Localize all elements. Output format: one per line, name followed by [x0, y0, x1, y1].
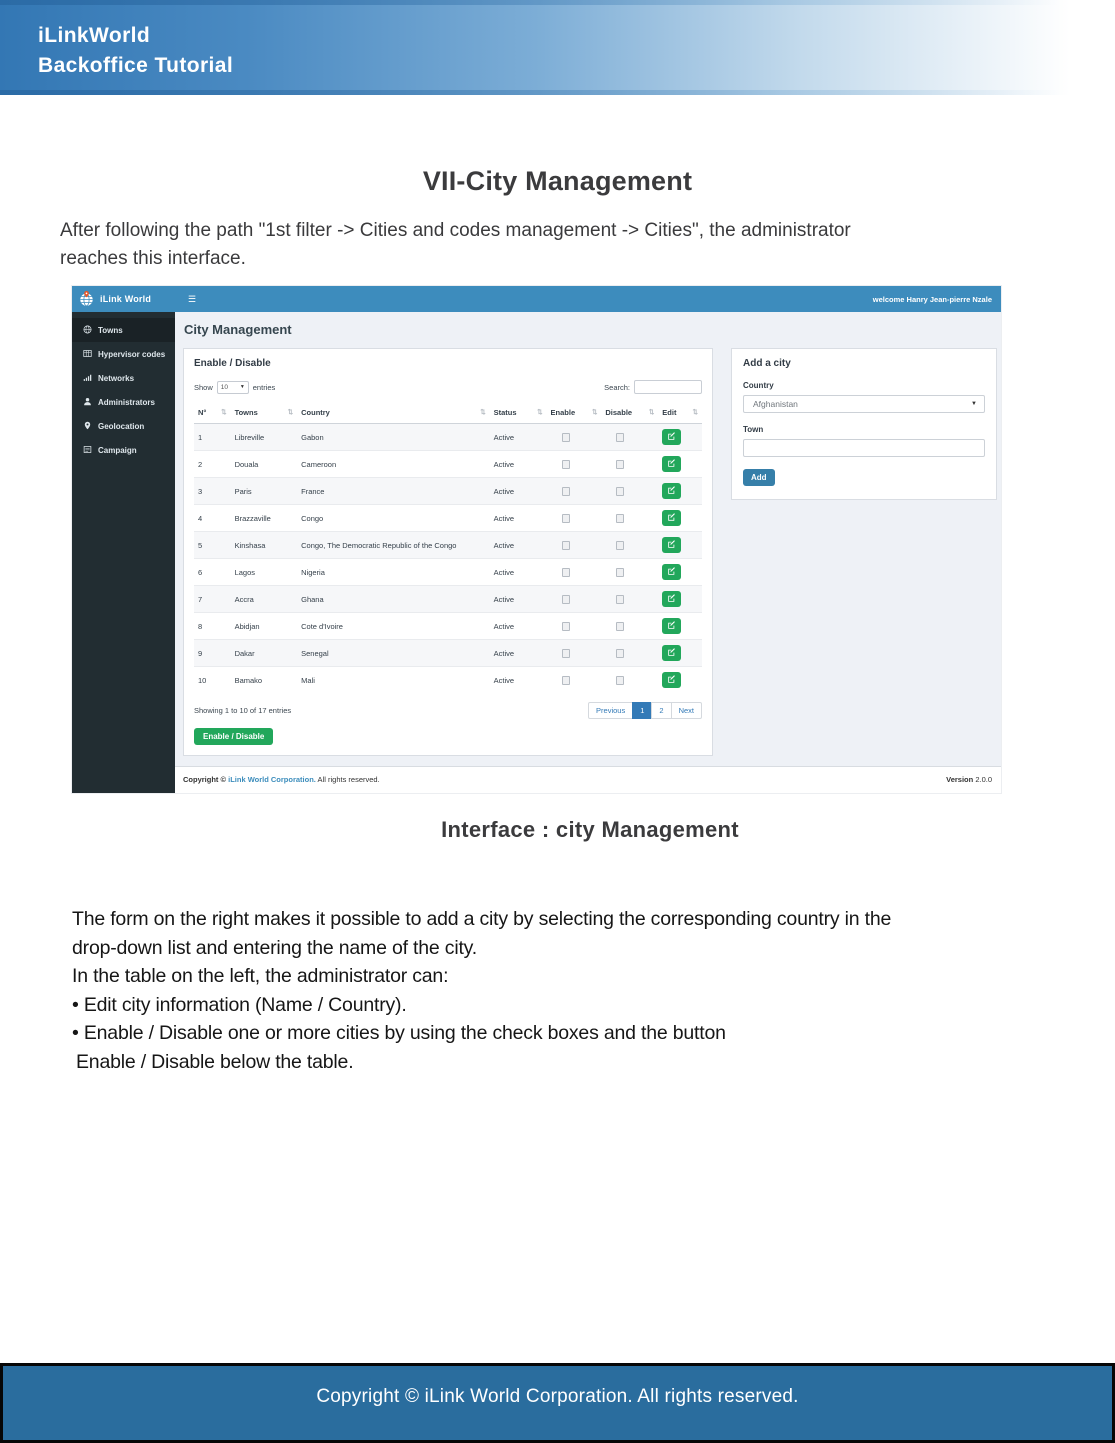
disable-checkbox[interactable]: [616, 541, 624, 550]
disable-checkbox[interactable]: [616, 676, 624, 685]
app-footer: [175, 766, 1001, 793]
welcome-user-text[interactable]: welcome Hanry Jean-pierre Nzale: [872, 294, 992, 304]
table-header-row: [194, 402, 702, 424]
enable-checkbox[interactable]: [562, 514, 570, 523]
cell-number: 9: [194, 640, 231, 667]
pencil-square-icon: [667, 513, 676, 524]
content-page-title: City Management: [184, 322, 292, 337]
page-footer-text: Copyright © iLink World Corporation. All rights reserved.: [316, 1386, 799, 1407]
person-icon: [83, 397, 92, 408]
caret-down-icon: ▼: [971, 401, 977, 407]
cell-country: Congo: [297, 505, 490, 532]
enable-checkbox[interactable]: [562, 622, 570, 631]
column-header-disable[interactable]: Disable ⇅: [601, 402, 658, 424]
disable-checkbox[interactable]: [616, 622, 624, 631]
pagination-previous[interactable]: Previous: [588, 702, 633, 719]
sort-icon[interactable]: ⇅: [692, 409, 698, 416]
edit-button[interactable]: [662, 510, 681, 526]
enable-checkbox[interactable]: [562, 460, 570, 469]
cell-town: Accra: [231, 586, 298, 613]
entries-count-select[interactable]: [217, 381, 249, 394]
edit-button[interactable]: [662, 483, 681, 499]
app-content-column: [175, 312, 1001, 793]
edit-button[interactable]: [662, 672, 681, 688]
table-controls: [194, 380, 702, 394]
table-row: [194, 451, 702, 478]
pencil-square-icon: [667, 459, 676, 470]
cell-country: Senegal: [297, 640, 490, 667]
app-navbar: [72, 286, 1001, 312]
cities-table: [194, 402, 702, 694]
enable-checkbox[interactable]: [562, 649, 570, 658]
column-header-edit[interactable]: Edit ⇅: [658, 402, 702, 424]
sidebar-item-campaign[interactable]: [72, 438, 175, 462]
pencil-square-icon: [667, 432, 676, 443]
column-header-enable[interactable]: Enable ⇅: [547, 402, 602, 424]
entries-label: entries: [252, 382, 276, 392]
country-select[interactable]: [743, 395, 985, 413]
pagination-page-1[interactable]: 1: [632, 702, 652, 719]
copyright-prefix: Copyright ©: [183, 775, 229, 784]
sidebar-item-label: Geolocation: [98, 421, 145, 431]
cell-country: France: [297, 478, 490, 505]
enable-checkbox[interactable]: [562, 595, 570, 604]
showing-entries-text: Showing 1 to 10 of 17 entries: [194, 705, 292, 715]
sidebar-item-hypervisor-codes[interactable]: [72, 342, 175, 366]
column-header-number[interactable]: N° ⇅: [194, 402, 231, 424]
disable-checkbox[interactable]: [616, 649, 624, 658]
cell-number: 7: [194, 586, 231, 613]
list-icon: [83, 445, 92, 456]
sort-icon[interactable]: ⇅: [287, 409, 294, 416]
sidebar-item-label: Administrators: [98, 397, 155, 407]
enable-checkbox[interactable]: [562, 433, 570, 442]
cell-town: Bamako: [231, 667, 298, 694]
app-body: [72, 312, 1001, 793]
cell-number: 1: [194, 424, 231, 451]
app-logo[interactable]: [72, 286, 175, 312]
cell-status: Active: [490, 586, 547, 613]
enable-disable-panel: [183, 348, 713, 756]
cell-status: Active: [490, 424, 547, 451]
pagination-next[interactable]: Next: [671, 702, 702, 719]
enable-checkbox[interactable]: [562, 568, 570, 577]
edit-button[interactable]: [662, 456, 681, 472]
caret-down-icon: ▼: [239, 384, 245, 390]
app-sidebar: [72, 312, 175, 793]
app-footer-version: [946, 775, 992, 784]
table-row: [194, 505, 702, 532]
body-line: Enable / Disable below the table.: [76, 1050, 354, 1073]
enable-disable-panel-title: Enable / Disable: [194, 358, 271, 369]
cell-number: 6: [194, 559, 231, 586]
company-link[interactable]: iLink World Corporation.: [228, 775, 316, 784]
pencil-square-icon: [667, 486, 676, 497]
cell-town: Abidjan: [231, 613, 298, 640]
add-city-panel: [731, 348, 997, 500]
pencil-square-icon: [667, 675, 676, 686]
version-value: 2.0.0: [973, 775, 992, 784]
sort-icon[interactable]: ⇅: [537, 409, 543, 416]
cell-town: Libreville: [231, 424, 298, 451]
disable-checkbox[interactable]: [616, 433, 624, 442]
version-label: Version: [946, 775, 974, 784]
show-label: Show: [194, 382, 213, 392]
rights-text: All rights reserved.: [315, 775, 380, 784]
sidebar-item-geolocation[interactable]: [72, 414, 175, 438]
cell-number: 3: [194, 478, 231, 505]
table-footer: [194, 702, 702, 719]
cell-number: 2: [194, 451, 231, 478]
column-header-towns[interactable]: Towns ⇅: [231, 402, 298, 424]
sidebar-item-towns[interactable]: [72, 318, 175, 342]
cell-town: Brazzaville: [231, 505, 298, 532]
cell-town: Douala: [231, 451, 298, 478]
sort-icon[interactable]: ⇅: [480, 409, 486, 416]
table-row: [194, 667, 702, 694]
search-input[interactable]: [634, 380, 702, 394]
enable-checkbox[interactable]: [562, 541, 570, 550]
cell-country: Ghana: [297, 586, 490, 613]
page-footer-bar: [0, 1363, 1115, 1443]
body-line: drop-down list and entering the name of the city.: [72, 936, 477, 959]
cell-town: Paris: [231, 478, 298, 505]
signal-bars-icon: [83, 373, 92, 384]
intro-paragraph: [60, 217, 1065, 272]
country-label: Country: [743, 381, 774, 390]
app-brand-name: iLink World: [100, 294, 152, 304]
sort-icon[interactable]: ⇅: [648, 409, 655, 416]
disable-checkbox[interactable]: [616, 487, 624, 496]
country-select-value: Afghanistan: [753, 399, 798, 409]
cell-status: Active: [490, 559, 547, 586]
page-title: VII-City Management: [422, 166, 693, 196]
body-line: The form on the right makes it possible to add a city by selecting the corresponding country in the: [72, 908, 892, 930]
table-row: [194, 586, 702, 613]
town-label: Town: [743, 425, 764, 434]
app-footer-copyright: [183, 775, 380, 784]
search-control: [604, 380, 702, 394]
sidebar-item-administrators[interactable]: [72, 390, 175, 414]
hamburger-menu-icon[interactable]: ☰: [187, 293, 197, 304]
enable-disable-button[interactable]: Enable / Disable: [194, 728, 273, 745]
intro-line-2: reaches this interface.: [60, 247, 246, 269]
column-header-status[interactable]: Status ⇅: [490, 402, 547, 424]
pencil-square-icon: [667, 594, 676, 605]
cell-status: Active: [490, 532, 547, 559]
column-header-country[interactable]: Country ⇅: [297, 402, 490, 424]
disable-checkbox[interactable]: [616, 514, 624, 523]
pagination: [589, 702, 702, 719]
enable-checkbox[interactable]: [562, 487, 570, 496]
cell-country: Cote d'Ivoire: [297, 613, 490, 640]
backoffice-screenshot: [72, 286, 1001, 793]
cell-country: Cameroon: [297, 451, 490, 478]
cell-number: 8: [194, 613, 231, 640]
edit-button[interactable]: [662, 591, 681, 607]
cell-status: Active: [490, 640, 547, 667]
disable-checkbox[interactable]: [616, 568, 624, 577]
sidebar-item-label: Towns: [98, 325, 123, 335]
sidebar-item-label: Campaign: [98, 445, 137, 455]
table-row: [194, 532, 702, 559]
pencil-square-icon: [667, 648, 676, 659]
show-entries-control: [194, 381, 275, 394]
globe-icon: [83, 325, 92, 336]
cell-country: Congo, The Democratic Republic of the Congo: [297, 532, 490, 559]
sidebar-item-networks[interactable]: [72, 366, 175, 390]
map-pin-icon: [83, 421, 92, 432]
cell-status: Active: [490, 667, 547, 694]
body-line: • Edit city information (Name / Country).: [72, 993, 407, 1016]
disable-checkbox[interactable]: [616, 460, 624, 469]
page-header-banner: [0, 0, 1115, 95]
table-grid-icon: [83, 349, 92, 360]
search-label: Search:: [604, 382, 630, 392]
sidebar-item-label: Hypervisor codes: [98, 349, 166, 359]
banner-line-2: Backoffice Tutorial: [38, 54, 234, 77]
banner-line-1: iLinkWorld: [38, 24, 151, 47]
cell-country: Nigeria: [297, 559, 490, 586]
pagination-page-2[interactable]: 2: [651, 702, 671, 719]
cell-status: Active: [490, 478, 547, 505]
cell-status: Active: [490, 613, 547, 640]
body-line: • Enable / Disable one or more cities by using the check boxes and the button: [72, 1022, 726, 1044]
entries-count-value: 10: [220, 383, 228, 391]
edit-button[interactable]: [662, 564, 681, 580]
table-row: [194, 640, 702, 667]
cell-country: Gabon: [297, 424, 490, 451]
cell-town: Kinshasa: [231, 532, 298, 559]
app-main-content: [175, 312, 1001, 766]
add-button[interactable]: Add: [743, 469, 775, 486]
table-row: [194, 559, 702, 586]
cell-number: 5: [194, 532, 231, 559]
sidebar-item-label: Networks: [98, 373, 135, 383]
enable-checkbox[interactable]: [562, 676, 570, 685]
pencil-square-icon: [667, 567, 676, 578]
cell-country: Mali: [297, 667, 490, 694]
intro-line-1: After following the path "1st filter -> Cities and codes management -> Cities", the administrator: [60, 220, 851, 241]
cell-status: Active: [490, 451, 547, 478]
table-row: [194, 613, 702, 640]
sort-icon[interactable]: ⇅: [221, 409, 227, 416]
town-input[interactable]: [743, 439, 985, 457]
sort-icon[interactable]: ⇅: [591, 409, 598, 416]
cell-number: 4: [194, 505, 231, 532]
body-line: In the table on the left, the administrator can:: [72, 965, 449, 987]
disable-checkbox[interactable]: [616, 595, 624, 604]
add-city-panel-title: Add a city: [743, 358, 791, 369]
pencil-square-icon: [667, 540, 676, 551]
table-row: [194, 478, 702, 505]
cell-number: 10: [194, 667, 231, 694]
cell-town: Dakar: [231, 640, 298, 667]
pencil-square-icon: [667, 621, 676, 632]
body-text: [72, 905, 1075, 1076]
edit-button[interactable]: [662, 618, 681, 634]
edit-button[interactable]: [662, 645, 681, 661]
table-row: [194, 424, 702, 451]
edit-button[interactable]: [662, 429, 681, 445]
cell-status: Active: [490, 505, 547, 532]
figure-caption: Interface : city Management: [441, 817, 739, 842]
edit-button[interactable]: [662, 537, 681, 553]
ilink-globe-logo-icon: [78, 290, 95, 309]
cell-town: Lagos: [231, 559, 298, 586]
